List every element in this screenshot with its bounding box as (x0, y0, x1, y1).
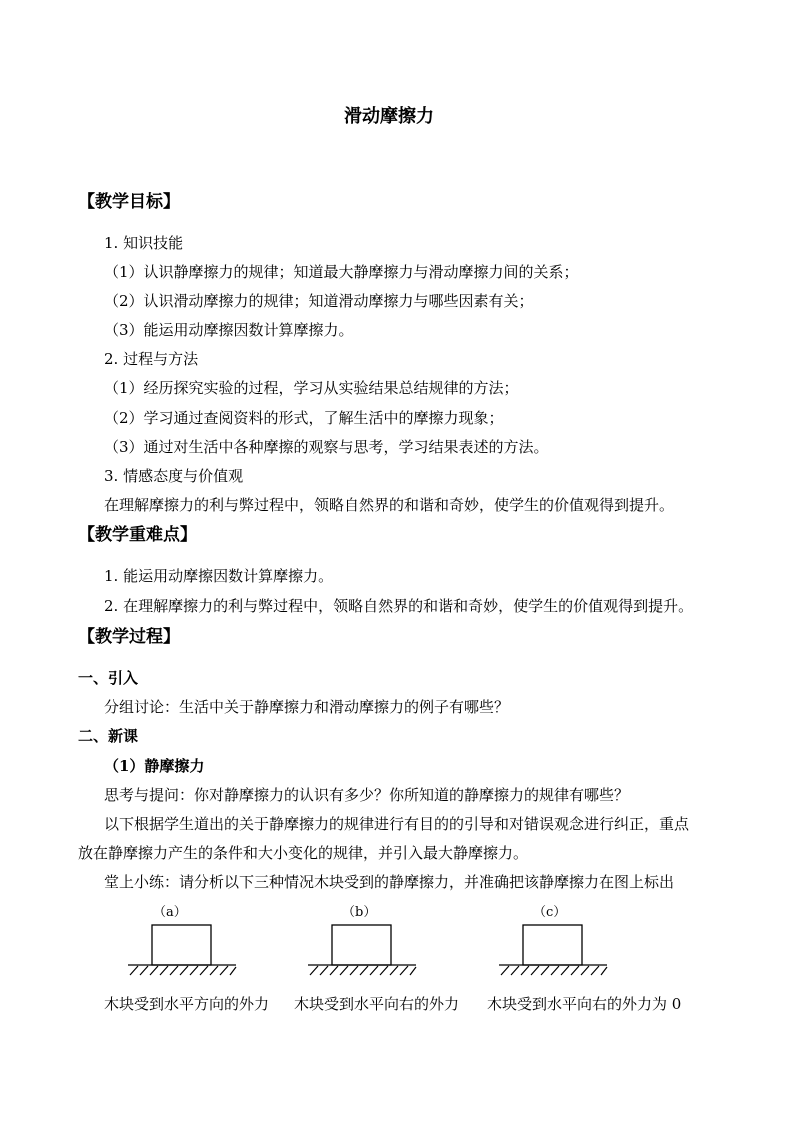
ground-hatching (310, 966, 416, 975)
ground-hatching (130, 966, 236, 975)
figure-c-caption: 木块受到水平向右的外力为 0 (487, 995, 682, 1013)
part-heading-intro: 一、引入 (78, 669, 139, 687)
section-heading-key-points: 【教学重难点】 (78, 525, 197, 545)
figure-a-caption: 木块受到水平方向的外力 (104, 995, 270, 1013)
subsection-heading-static-friction: （1）静摩擦力 (104, 757, 205, 775)
ground-hatching (501, 966, 607, 975)
page-title: 滑动摩擦力 (344, 106, 434, 127)
key-point-2: 2. 在理解摩擦力的利与弊过程中，领略自然界的和谐和奇妙，使学生的价值观得到提升。 (104, 597, 694, 615)
wood-block (332, 925, 391, 965)
figure-c-label: （c） (533, 905, 567, 920)
objective-item-3-text: 在理解摩擦力的利与弊过程中，领略自然界的和谐和奇妙，使学生的价值观得到提升。 (104, 496, 675, 514)
paragraph-question: 思考与提问：你对静摩擦力的认识有多少？你所知道的静摩擦力的规律有哪些？ (104, 786, 630, 804)
objective-item-1-2: （2）认识滑动摩擦力的规律；知道滑动摩擦力与哪些因素有关； (104, 292, 534, 310)
section-heading-objectives: 【教学目标】 (78, 192, 180, 212)
figure-b-label: （b） (342, 905, 377, 920)
objective-item-1: 1. 知识技能 (104, 234, 184, 252)
paragraph-guidance-line2: 放在静摩擦力产生的条件和大小变化的规律，并引入最大静摩擦力。 (78, 844, 529, 862)
section-heading-process: 【教学过程】 (78, 627, 180, 647)
objective-item-1-1: （1）认识静摩擦力的规律；知道最大静摩擦力与滑动摩擦力间的关系； (104, 263, 579, 281)
figure-b-caption: 木块受到水平向右的外力 (294, 995, 460, 1013)
objective-item-2-3: （3）通过对生活中各种摩擦的观察与思考，学习结果表述的方法。 (104, 438, 549, 456)
paragraph-exercise: 堂上小练：请分析以下三种情况木块受到的静摩擦力，并准确把该静摩擦力在图上标出 (104, 873, 675, 891)
objective-item-2-2: （2）学习通过查阅资料的形式，了解生活中的摩擦力现象； (104, 409, 504, 427)
wood-block (152, 925, 211, 965)
objective-item-1-3: （3）能运用动摩擦因数计算摩擦力。 (104, 321, 354, 339)
key-point-1: 1. 能运用动摩擦因数计算摩擦力。 (104, 567, 334, 585)
objective-item-3: 3. 情感态度与价值观 (104, 467, 244, 485)
figure-c-block-diagram (497, 920, 609, 976)
paragraph-guidance-line1: 以下根据学生道出的关于静摩擦力的规律进行有目的的引导和对错误观念进行纠正，重点 (104, 815, 690, 833)
objective-item-2: 2. 过程与方法 (104, 350, 199, 368)
part-heading-new-lesson: 二、新课 (78, 727, 139, 745)
objective-item-2-1: （1）经历探究实验的过程，学习从实验结果总结规律的方法； (104, 379, 519, 397)
figure-b-block-diagram (306, 920, 418, 976)
figure-a-label: （a） (153, 905, 187, 920)
wood-block (523, 925, 582, 965)
figure-a-block-diagram (126, 920, 238, 976)
intro-text: 分组讨论：生活中关于静摩擦力和滑动摩擦力的例子有哪些？ (104, 698, 510, 716)
